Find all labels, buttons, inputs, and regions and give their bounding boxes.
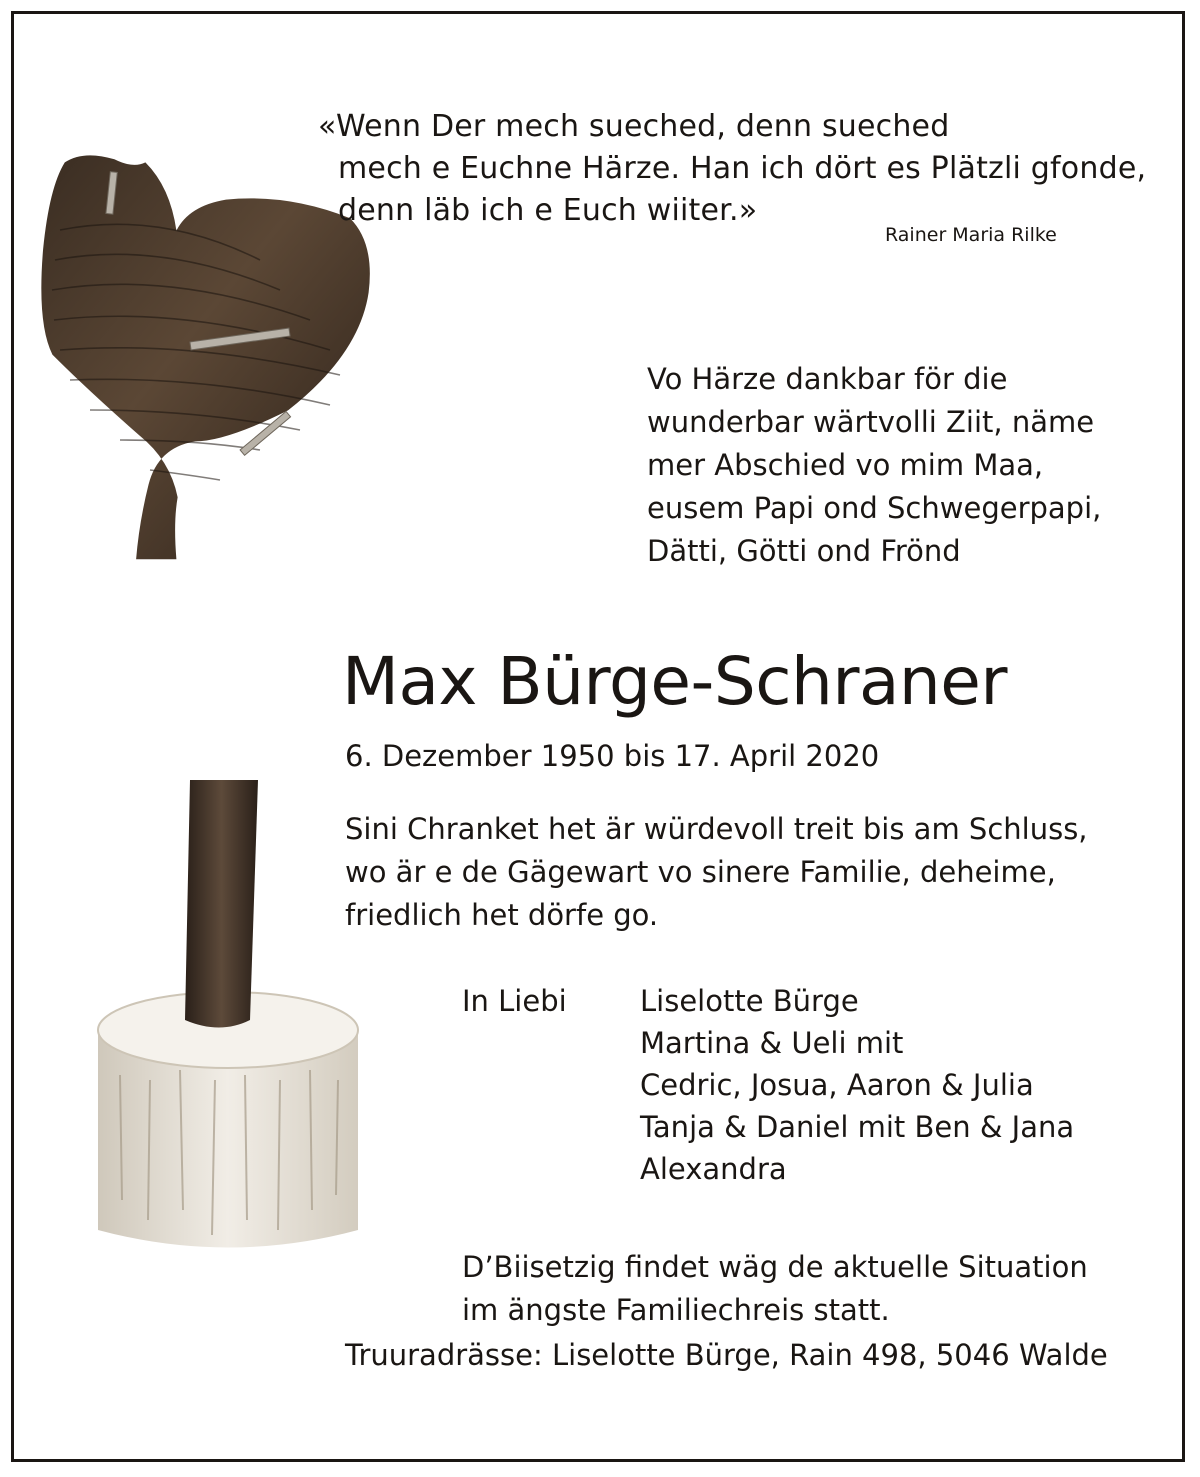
wooden-heart-sculpture-icon (40, 150, 370, 1280)
mourning-address: Truuradrässe: Liselotte Bürge, Rain 498, 5046 Walde (345, 1338, 1108, 1372)
sculpture-stem (185, 780, 258, 1028)
mourner-item: Liselotte Bürge (640, 984, 859, 1018)
mourner-item: Cedric, Josua, Aaron & Julia (640, 1068, 1034, 1102)
mourner-item: Alexandra (640, 1152, 787, 1186)
deceased-name: Max Bürge-Schraner (342, 643, 1007, 720)
thanks-text: Vo Härze dankbar för die wunderbar wärtvolli Ziit, näme mer Abschied vo mim Maa, eusem Papi ond Schwegerpapi, Dätti, Götti ond Frönd (647, 362, 1102, 568)
mourner-item: Martina & Ueli mit (640, 1026, 904, 1060)
illness-text: Sini Chranket het är würdevoll treit bis am Schluss, wo är e de Gägewart vo sinere Familie, deheime, friedlich het dörfe go. (345, 812, 1088, 932)
quote-line-1: «Wenn Der mech sueched, denn sueched (318, 109, 950, 144)
quote-line-3: denn läb ich e Euch wiiter.» (338, 193, 758, 228)
quote-author: Rainer Maria Rilke (885, 224, 1057, 246)
quote-line-2: mech e Euchne Härze. Han ich dört es Plätzli gfonde, (338, 151, 1147, 186)
mourners-list (640, 980, 1074, 1190)
mourners-label: In Liebi (462, 984, 567, 1018)
funeral-notice: D’Biisetzig findet wäg de aktuelle Situation im ängste Familiechreis statt. (462, 1250, 1088, 1327)
mourner-item: Tanja & Daniel mit Ben & Jana (640, 1110, 1075, 1144)
rilke-quote (318, 106, 1146, 232)
life-dates: 6. Dezember 1950 bis 17. April 2020 (345, 739, 880, 773)
sculpture-base (98, 992, 358, 1248)
